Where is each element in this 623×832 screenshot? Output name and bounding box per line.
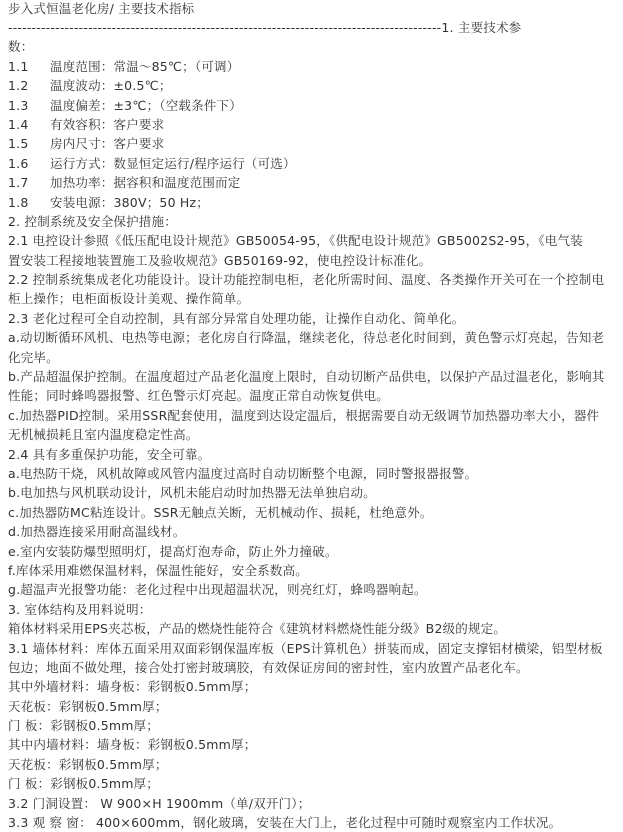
text-line: 3.3 观 察 窗： 400×600mm，钢化玻璃，安装在大门上，老化过程中可随时观察室内工作状况。 (8, 815, 562, 831)
text-line: 天花板：彩钢板0.5mm厚； (8, 698, 168, 714)
spec-text: 房内尺寸：客户要求 (50, 136, 165, 152)
spec-row (8, 76, 623, 95)
text-line: 箱体材料采用EPS夹芯板，产品的燃烧性能符合《建筑材料燃烧性能分级》B2级的规定。 (8, 621, 507, 637)
text-line: g.超温声光报警功能：老化过程中出现超温状况，则亮红灯，蜂鸣器响起。 (8, 582, 427, 598)
spec-number: 1.7 (8, 175, 29, 191)
text-line: 其中外墙材料：墙身板：彩钢板0.5mm厚； (8, 679, 257, 695)
text-line: d.加热器连接采用耐高温线材。 (8, 524, 186, 540)
text-line: a.电热防干烧，风机故障或风管内温度过高时自动切断整个电源，同时警报器报警。 (8, 465, 478, 481)
text-line: 无机械损耗且室内温度稳定性高。 (8, 427, 199, 443)
spec-number: 1.2 (8, 78, 29, 94)
text-line: c.加热器防MC粘连设计。SSR无触点关断，无机械动作、损耗，杜绝意外。 (8, 504, 433, 520)
text-line: e.室内安装防爆型照明灯，提高灯泡寿命，防止外力撞破。 (8, 543, 338, 559)
text-line: 柜上操作；电柜面板设计美观、操作简单。 (8, 291, 250, 307)
separator-line: --------------------------------------------------------------------------------------------1. 主要技术参 (8, 20, 522, 35)
spec-text: 加热功率：据容积和温度范围而定 (50, 175, 241, 191)
spec-number: 1.6 (8, 155, 29, 171)
section-1-tail: 数： (8, 39, 34, 55)
text-line: 2.1 电控设计参照《低压配电设计规范》GB50054-95，《供配电设计规范》GB5002S2-95，《电气装 (8, 233, 583, 249)
spec-number: 1.5 (8, 136, 29, 152)
text-line: 门 板：彩钢板0.5mm厚； (8, 718, 160, 734)
spec-text: 有效容积：客户要求 (50, 116, 165, 132)
spec-number: 1.3 (8, 97, 29, 113)
document-title: 步入式恒温老化房/ 主要技术指标 (8, 1, 195, 16)
spec-number: 1.1 (8, 58, 29, 74)
text-line: 化完毕。 (8, 349, 59, 365)
text-line: 2.4 具有多重保护功能，安全可靠。 (8, 446, 211, 462)
spec-text: 温度范围：常温～85℃；（可调） (50, 58, 240, 74)
spec-row (8, 96, 623, 115)
spec-number: 1.4 (8, 116, 29, 132)
text-line: c.加热器PID控制。采用SSR配套使用，温度到达设定温后，根据需要自动无级调节加热器功率大小，器件 (8, 407, 600, 423)
text-line: 2. 控制系统及安全保护措施： (8, 213, 177, 229)
spec-row (8, 115, 623, 134)
spec-row (8, 57, 623, 76)
text-line: f.库体采用难燃保温材料，保温性能好，安全系数高。 (8, 562, 308, 578)
spec-text: 安装电源：380V；50 Hz； (50, 194, 209, 210)
spec-number: 1.8 (8, 194, 29, 210)
text-line: 3.1 墙体材料：库体五面采用双面彩钢保温库板（EPS计算机色）拼装而成，固定支撑铝材横梁，铝型材板 (8, 640, 603, 656)
text-line: 3. 室体结构及用料说明： (8, 601, 152, 617)
spec-row (8, 193, 623, 212)
text-line: 2.2 控制系统集成老化功能设计。设计功能控制电柜，老化所需时间、温度、各类操作开关可在一个控制电 (8, 272, 605, 288)
spec-text: 温度偏差：±3℃；（空载条件下） (50, 97, 242, 113)
text-line: b.电加热与风机联动设计，风机未能启动时加热器无法单独启动。 (8, 485, 376, 501)
text-line: 性能；同时蜂鸣器报警、红色警示灯亮起。温度正常自动恢复供电。 (8, 388, 390, 404)
text-line: a.动切断循环风机、电热等电源；老化房自行降温，继续老化，待总老化时间到，黄色警示灯亮起，告知老 (8, 330, 605, 346)
text-line: 天花板：彩钢板0.5mm厚； (8, 756, 168, 772)
spec-text: 温度波动：±0.5℃； (50, 78, 172, 94)
text-line: 2.3 老化过程可全自动控制，具有部分异常自处理功能，让操作自动化、简单化。 (8, 310, 465, 326)
text-line: 其中内墙材料：墙身板：彩钢板0.5mm厚； (8, 737, 257, 753)
text-line: 包边；地面不做处理，接合处打密封玻璃胶，有效保证房间的密封性，室内放置产品老化车。 (8, 659, 529, 675)
text-line: 门 板：彩钢板0.5mm厚； (8, 776, 160, 792)
spec-text: 运行方式：数显恒定运行/程序运行（可选） (50, 155, 296, 171)
spec-row (8, 173, 623, 192)
spec-row (8, 154, 623, 173)
text-line: 置安装工程接地装置施工及验收规范》GB50169-92，使电控设计标准化。 (8, 252, 432, 268)
spec-row (8, 134, 623, 153)
text-line: b.产品超温保护控制。在温度超过产品老化温度上限时，自动切断产品供电，以保护产品过温老化，影响其 (8, 369, 605, 385)
text-line: 3.2 门洞设置： W 900×H 1900mm（单/双开门）； (8, 795, 311, 811)
